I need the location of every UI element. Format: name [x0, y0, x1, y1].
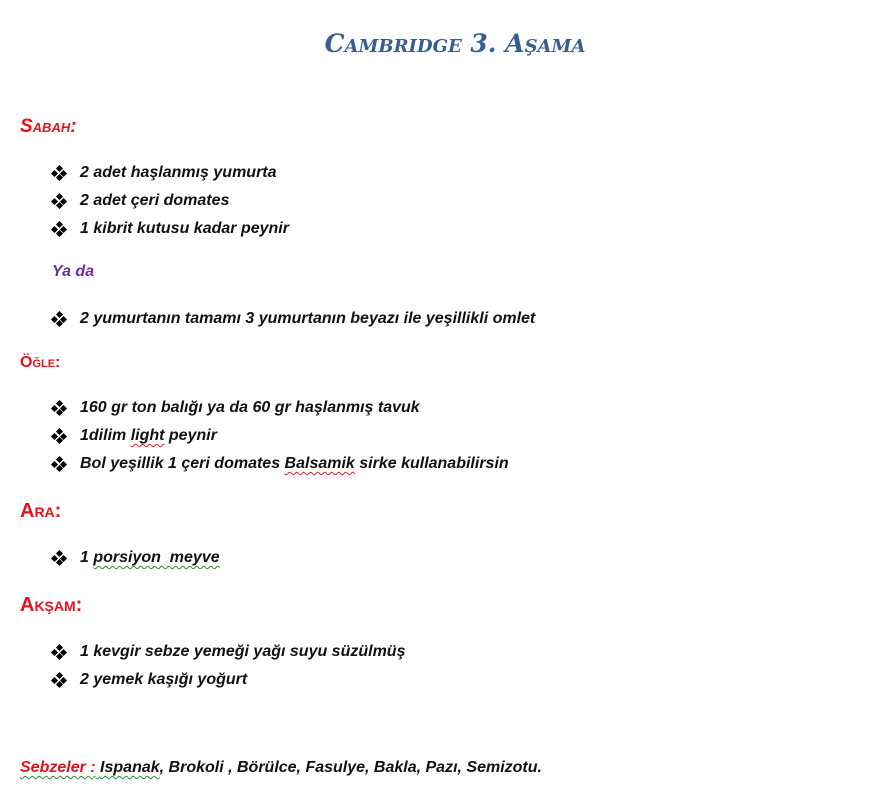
list-item	[52, 425, 217, 447]
list-item	[52, 162, 277, 184]
list-item-text: 2 yemek kaşığı yoğurt	[80, 671, 248, 688]
vegetables-flagged-phrase[interactable]	[20, 759, 160, 776]
text-segment: sirke kullanabilirsin	[354, 455, 509, 472]
list-item-text: 2 adet haşlanmış yumurta	[80, 164, 277, 181]
list-item	[52, 190, 229, 212]
four-diamond-bullet-icon	[52, 429, 66, 443]
heading-sabah: Sabah:	[20, 116, 77, 137]
list-item	[52, 397, 420, 419]
list-item-text	[80, 455, 509, 473]
four-diamond-bullet-icon	[52, 222, 66, 236]
list-item-text: 2 adet çeri domates	[80, 192, 230, 209]
four-diamond-bullet-icon	[52, 645, 66, 659]
text-segment: Bol yeşillik 1 çeri domates	[80, 455, 285, 472]
four-diamond-bullet-icon	[52, 457, 66, 471]
list-item-text: 1 kevgir sebze yemeği yağı suyu süzülmüş	[80, 643, 406, 660]
four-diamond-bullet-icon	[52, 551, 66, 565]
vegetables-list: , Brokoli , Börülce, Fasulye, Bakla, Pazı, Semizotu.	[159, 759, 542, 776]
spellcheck-flagged-word[interactable]: Balsamik	[284, 455, 355, 472]
list-item	[52, 547, 220, 569]
text-segment: 1dilim	[80, 427, 131, 444]
list-item	[52, 641, 405, 663]
four-diamond-bullet-icon	[52, 401, 66, 415]
spellcheck-flagged-word[interactable]: light	[130, 427, 165, 444]
four-diamond-bullet-icon	[52, 194, 66, 208]
list-item	[52, 308, 535, 330]
text-segment: peynir	[164, 427, 217, 444]
four-diamond-bullet-icon	[52, 166, 66, 180]
four-diamond-bullet-icon	[52, 312, 66, 326]
list-item-text: 1 kibrit kutusu kadar peynir	[80, 220, 289, 237]
text-segment: 1	[80, 549, 94, 566]
heading-aksam: Akşam:	[20, 594, 83, 616]
list-item-text: 160 gr ton balığı ya da 60 gr haşlanmış tavuk	[80, 399, 420, 416]
list-item-text	[80, 427, 217, 445]
vegetables-first: Ispanak	[100, 759, 160, 776]
list-item-text: 2 yumurtanın tamamı 3 yumurtanın beyazı ile yeşillikli omlet	[80, 310, 536, 327]
document-title: Cambridge 3. Aşama	[324, 29, 586, 58]
heading-ogle: Öğle:	[20, 354, 61, 371]
grammar-flagged-phrase[interactable]: porsiyon meyve	[93, 549, 220, 566]
list-item	[52, 218, 289, 240]
list-item	[52, 669, 247, 691]
four-diamond-bullet-icon	[52, 673, 66, 687]
vegetables-line	[20, 759, 542, 777]
heading-ara: Ara:	[20, 500, 62, 522]
list-item-text	[80, 549, 220, 567]
list-item	[52, 453, 509, 475]
vegetables-label: Sebzeler :	[20, 759, 96, 776]
alternative-label: Ya da	[52, 263, 95, 280]
